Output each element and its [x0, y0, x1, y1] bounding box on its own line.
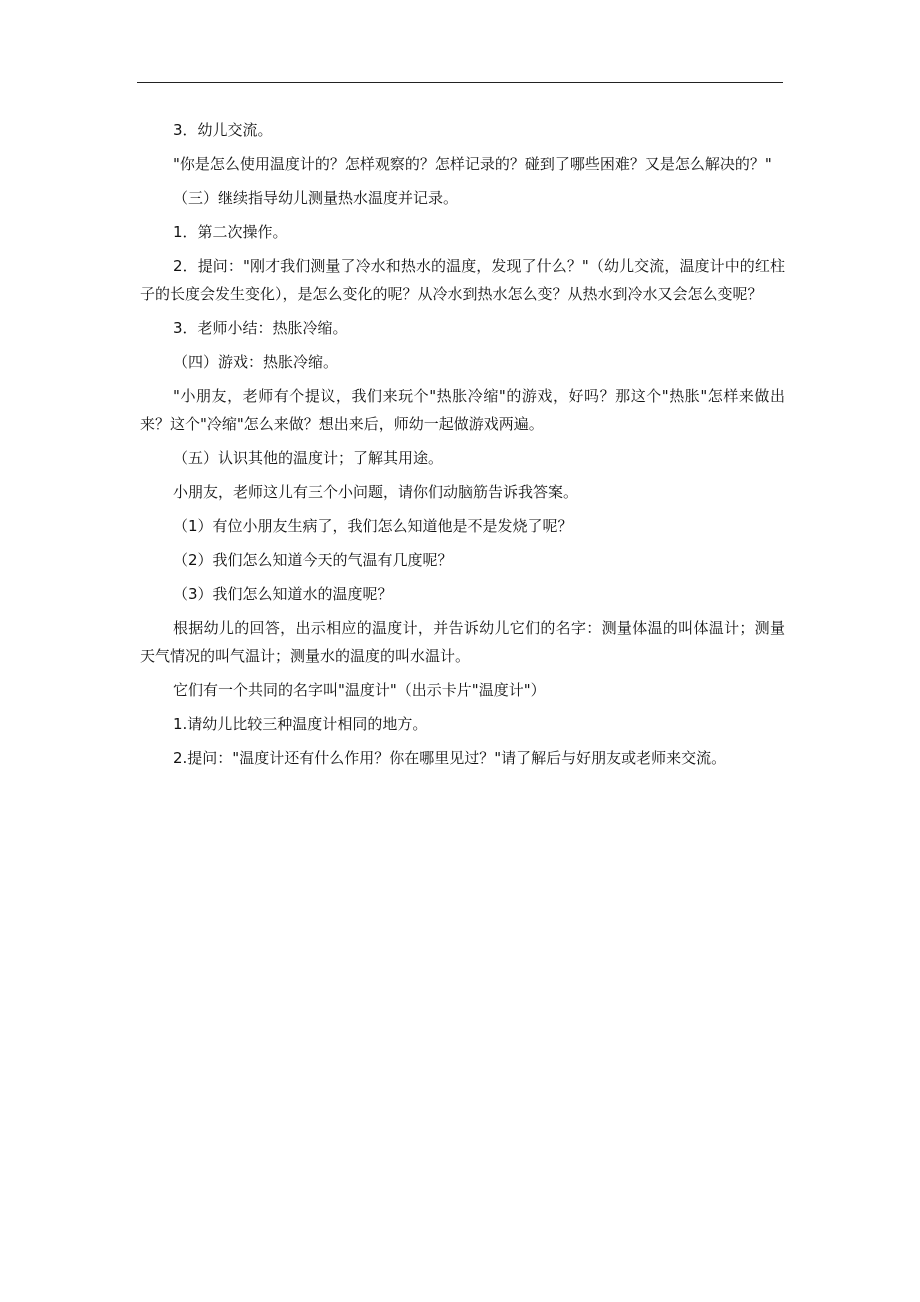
paragraph: 1．第二次操作。 — [173, 223, 288, 241]
paragraph: （1）有位小朋友生病了，我们怎么知道他是不是发烧了呢？ — [173, 517, 573, 535]
paragraph: "你是怎么使用温度计的？怎样观察的？怎样记录的？碰到了哪些困难？又是怎么解决的？" — [173, 155, 772, 173]
paragraph: 小朋友，老师这儿有三个小问题，请你们动脑筋告诉我答案。 — [173, 483, 579, 501]
paragraph: 根据幼儿的回答，出示相应的温度计，并告诉幼儿它们的名字：测量体温的叫体温计；测量天气情况的叫气温计；测量水的温度的叫水温计。 — [140, 619, 785, 665]
paragraph: 2.提问："温度计还有什么作用？你在哪里见过？"请了解后与好朋友或老师来交流。 — [173, 749, 727, 767]
paragraph: （2）我们怎么知道今天的气温有几度呢？ — [173, 551, 453, 569]
paragraph: （四）游戏：热胀冷缩。 — [173, 353, 339, 371]
paragraph: 3．老师小结：热胀冷缩。 — [173, 319, 348, 337]
header-rule — [137, 82, 783, 83]
paragraph: 1.请幼儿比较三种温度计相同的地方。 — [173, 715, 428, 733]
paragraph: （三）继续指导幼儿测量热水温度并记录。 — [173, 189, 459, 207]
paragraph: （3）我们怎么知道水的温度呢？ — [173, 585, 393, 603]
paragraph: 3．幼儿交流。 — [173, 121, 273, 139]
paragraph: 它们有一个共同的名字叫"温度计"（出示卡片"温度计"） — [173, 681, 546, 699]
paragraph: "小朋友，老师有个提议，我们来玩个"热胀冷缩"的游戏，好吗？那这个"热胀"怎样来做出来？这个"冷缩"怎么来做？想出来后，师幼一起做游戏两遍。 — [140, 387, 785, 433]
paragraph: 2．提问："刚才我们测量了冷水和热水的温度，发现了什么？"（幼儿交流，温度计中的红柱子的长度会发生变化），是怎么变化的呢？从冷水到热水怎么变？从热水到冷水又会怎么变呢？ — [140, 257, 785, 303]
paragraph: （五）认识其他的温度计；了解其用途。 — [173, 449, 444, 467]
document-body — [140, 116, 785, 778]
